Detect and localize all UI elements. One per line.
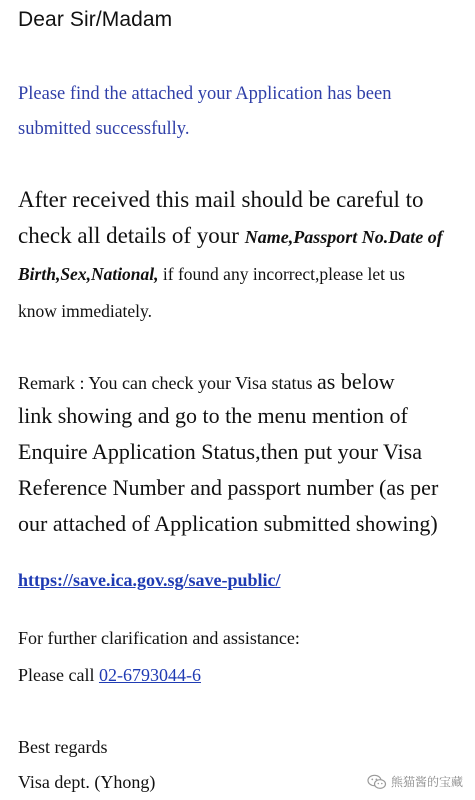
details-fields-emphasis-2: Birth,Sex,National, [18, 264, 159, 284]
remark-label: Remark : You can check your Visa status [18, 373, 318, 393]
remark-line-1-end: as below [317, 369, 395, 394]
remark-line-5: our attached of Application submitted showing) [18, 511, 438, 536]
clarification-line: For further clarification and assistance: [18, 628, 300, 648]
phone-link[interactable]: 02-6793044-6 [98, 665, 201, 685]
notice-line-2: submitted successfully. [18, 119, 190, 139]
details-line-4: know immediately. [18, 301, 152, 321]
wechat-icon [367, 774, 387, 790]
details-fields-emphasis-1: Name,Passport No.Date of [244, 227, 443, 247]
remark-line-4: Reference Number and passport number (as per [18, 475, 439, 500]
details-line-1: After received this mail should be careful to [18, 187, 424, 212]
details-line-2 [18, 223, 443, 249]
ica-link[interactable]: https://save.ica.gov.sg/save-public/ [18, 570, 281, 590]
remark-line-1 [18, 369, 395, 395]
notice-line-1: Please find the attached your Application has been [18, 84, 392, 104]
watermark [367, 773, 463, 790]
call-prefix: Please call [18, 665, 99, 685]
remark-line-2: link showing and go to the menu mention of [18, 403, 408, 428]
watermark-text: 熊猫酱的宝藏 [390, 775, 463, 789]
greeting: Dear Sir/Madam [18, 8, 173, 31]
details-line-2-text: check all details of your [18, 223, 245, 248]
details-line-3 [18, 264, 405, 285]
remark-line-3: Enquire Application Status,then put your Visa [18, 439, 423, 464]
best-regards: Best regards [18, 737, 108, 757]
signature-dept: Visa dept. (Yhong) [18, 772, 156, 792]
call-line [18, 665, 201, 686]
details-line-3-text: if found any incorrect,please let us [158, 264, 405, 284]
